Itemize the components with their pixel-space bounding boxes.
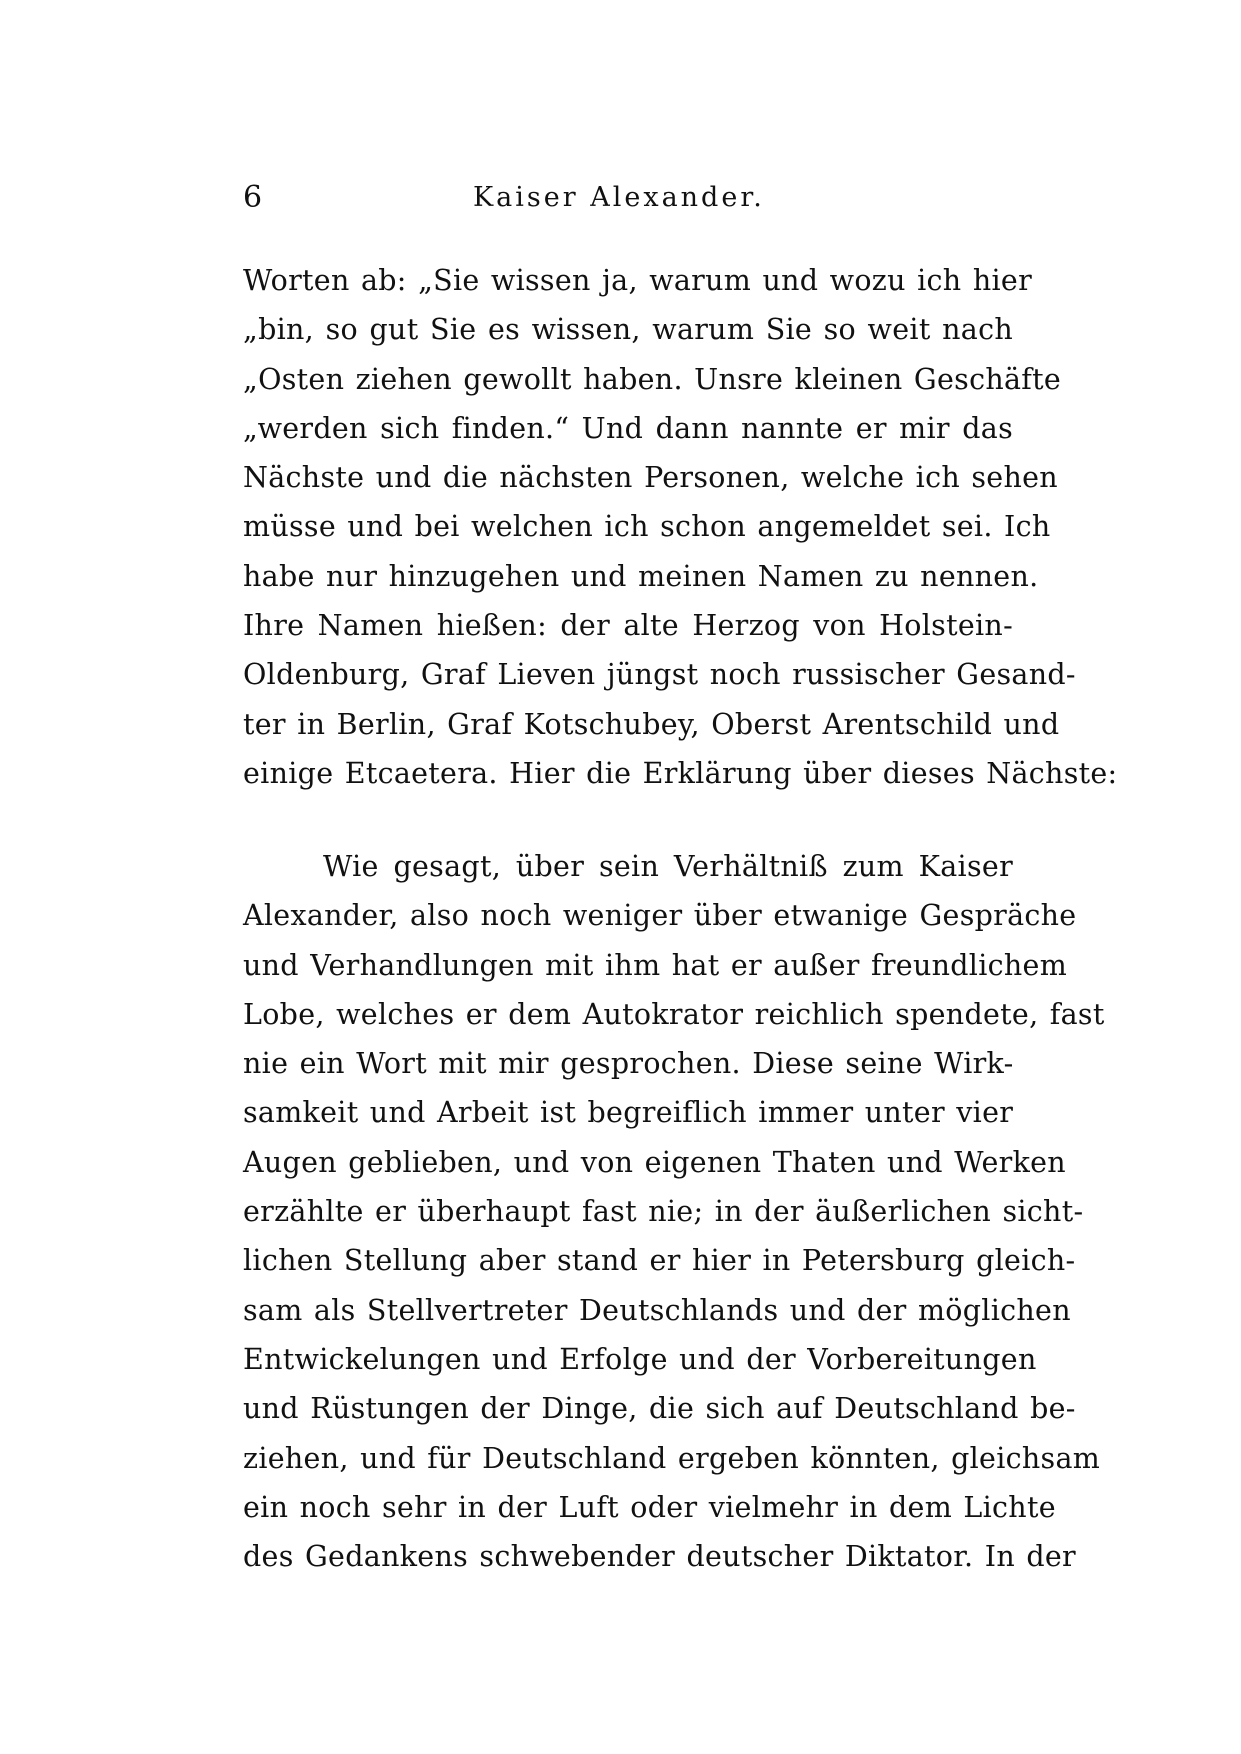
page-header — [243, 178, 1013, 218]
text-line: des Gedankens schwebender deutscher Diktator. In der — [243, 1540, 1076, 1574]
text-line: und Rüstungen der Dinge, die sich auf Deutschland be- — [243, 1392, 1076, 1426]
page-number: 6 — [243, 180, 263, 215]
text-line: „Osten ziehen gewollt haben. Unsre kleinen Geschäfte — [243, 362, 1062, 396]
text-line: einige Etcaetera. Hier die Erklärung über dieses Nächste: — [243, 756, 1118, 790]
text-line: Augen geblieben, und von eigenen Thaten und Werken — [243, 1145, 1066, 1179]
text-line: ein noch sehr in der Luft oder vielmehr in dem Lichte — [243, 1490, 1056, 1524]
text-line: Oldenburg, Graf Lieven jüngst noch russischer Gesand- — [243, 658, 1076, 692]
text-line: „werden sich finden.“ Und dann nannte er mir das — [243, 411, 1013, 445]
text-line: habe nur hinzugehen und meinen Namen zu nennen. — [243, 559, 1039, 593]
text-line: „bin, so gut Sie es wissen, warum Sie so weit nach — [243, 313, 1013, 347]
text-line: sam als Stellvertreter Deutschlands und der möglichen — [243, 1293, 1071, 1327]
text-line: Entwickelungen und Erfolge und der Vorbereitungen — [243, 1342, 1037, 1376]
text-line: erzählte er überhaupt fast nie; in der äußerlichen sicht- — [243, 1195, 1084, 1229]
text-line: Nächste und die nächsten Personen, welche ich sehen — [243, 461, 1058, 495]
text-line: Ihre Namen hießen: der alte Herzog von Holstein- — [243, 609, 1013, 643]
text-line: Worten ab: „Sie wissen ja, warum und wozu ich hier — [243, 264, 1032, 297]
running-title: Kaiser Alexander. — [473, 182, 765, 213]
paragraph-1 — [243, 256, 1118, 798]
text-line: und Verhandlungen mit ihm hat er außer freundlichem — [243, 948, 1068, 982]
paragraph-2 — [243, 842, 1105, 1581]
text-line: müsse und bei welchen ich schon angemeldet sei. Ich — [243, 510, 1051, 544]
text-line: Alexander, also noch weniger über etwanige Gespräche — [243, 899, 1077, 933]
text-line: Wie gesagt, über sein Verhältniß zum Kaiser — [323, 850, 1013, 883]
text-line: ziehen, und für Deutschland ergeben könnten, gleichsam — [243, 1441, 1101, 1475]
text-line: nie ein Wort mit mir gesprochen. Diese seine Wirk- — [243, 1047, 1014, 1081]
text-line: Lobe, welches er dem Autokrator reichlich spendete, fast — [243, 997, 1105, 1031]
text-line: samkeit und Arbeit ist begreiflich immer unter vier — [243, 1096, 1014, 1130]
text-line: ter in Berlin, Graf Kotschubey, Oberst Arentschild und — [243, 707, 1060, 741]
text-line: lichen Stellung aber stand er hier in Petersburg gleich- — [243, 1244, 1076, 1278]
